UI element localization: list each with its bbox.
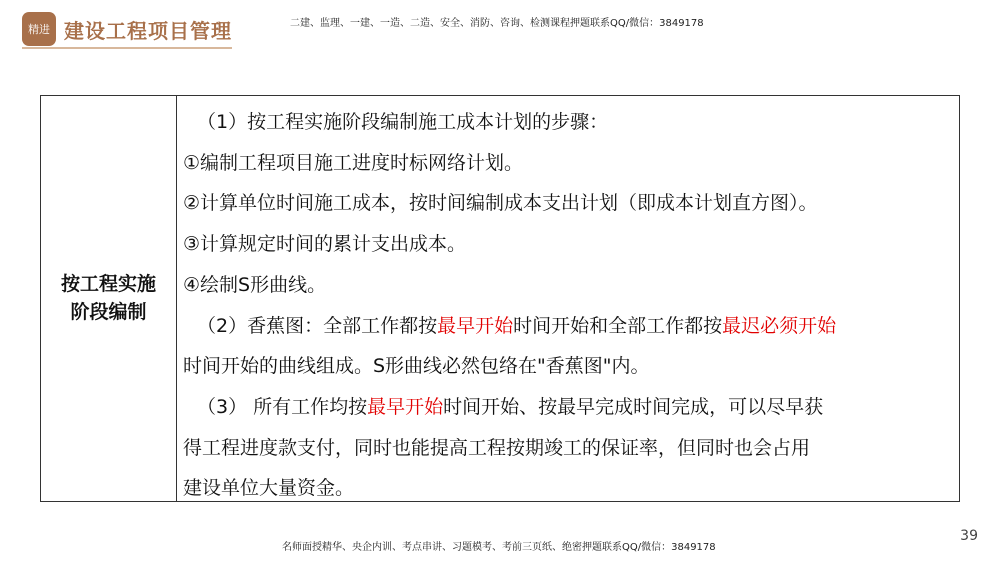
logo-badge: 精进 [22, 12, 56, 46]
step-3-line: ③计算规定时间的累计支出成本。 [183, 233, 467, 256]
table-row-heading [54, 271, 164, 326]
header-contact-note: 二建、监理、一建、一造、二造、安全、消防、咨询、检测课程押题联系QQ/微信：3849178 [290, 18, 704, 29]
banana-text-a: （2）香蕉图：全部工作都按 [197, 314, 438, 337]
point-3-text-a: （3） 所有工作均按 [197, 395, 368, 418]
row-heading-line-2: 阶段编制 [70, 300, 147, 323]
table-left-cell [41, 96, 177, 501]
point-3-line-3: 建设单位大量资金。 [183, 477, 355, 500]
table-right-cell [177, 96, 959, 501]
step-1-line: ①编制工程项目施工进度时标网络计划。 [183, 151, 524, 174]
step-4-line: ④绘制S形曲线。 [183, 273, 327, 296]
point-3-text-c: 时间开始、按最早完成时间完成，可以尽早获 [443, 395, 824, 418]
earliest-start-highlight: 最早开始 [437, 314, 514, 337]
page-number: 39 [960, 528, 978, 544]
step-2-line: ②计算单位时间施工成本，按时间编制成本支出计划（即成本计划直方图）。 [183, 192, 818, 215]
point-3-line-2: 得工程进度款支付，同时也能提高工程按期竣工的保证率，但同时也会占用 [183, 436, 811, 459]
logo-title: 建设工程项目管理 [64, 18, 232, 43]
banana-chart-line-2: 时间开始的曲线组成。S形曲线必然包络在"香蕉图"内。 [183, 355, 650, 378]
content-table [40, 95, 960, 502]
latest-start-highlight: 最迟必须开始 [722, 314, 837, 337]
banana-chart-line-1 [183, 306, 955, 347]
footer-contact-note: 名师面授精华、央企内训、考点串讲、习题模考、考前三页纸、绝密押题联系QQ/微信：3849178 [282, 542, 716, 553]
brand-logo [22, 12, 232, 46]
step-intro-line: （1）按工程实施阶段编制施工成本计划的步骤： [197, 111, 609, 133]
logo-underline-divider [22, 47, 232, 49]
row-heading-line-1: 按工程实施 [60, 272, 156, 295]
earliest-start-highlight-2: 最早开始 [367, 395, 444, 418]
banana-text-c: 时间开始和全部工作都按 [513, 314, 723, 337]
point-3-line-1 [183, 387, 955, 428]
